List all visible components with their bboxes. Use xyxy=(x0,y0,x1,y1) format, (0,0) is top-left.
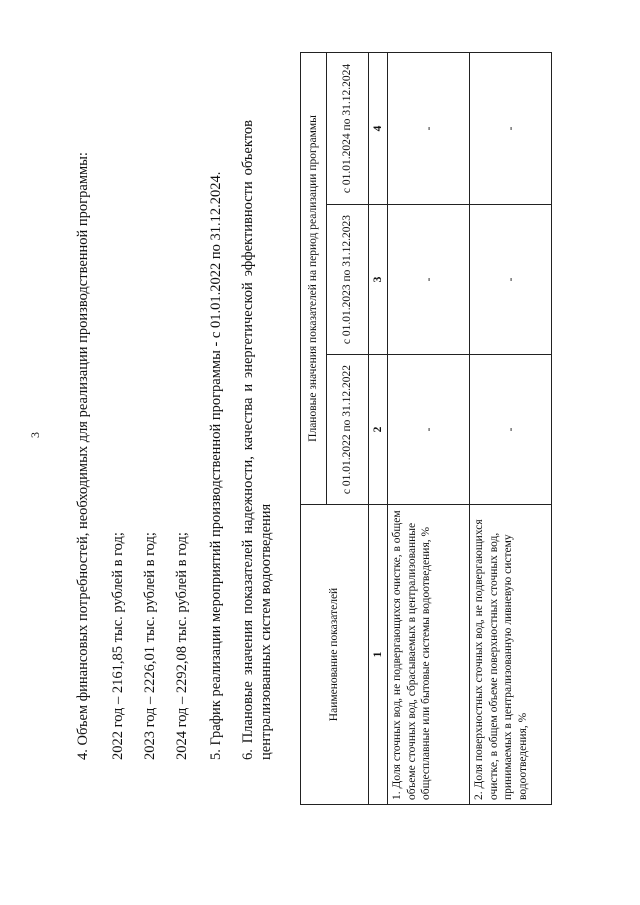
column-number: 4 xyxy=(369,52,388,204)
column-number: 2 xyxy=(369,355,388,505)
header-period-2022: с 01.01.2022 по 31.12.2022 xyxy=(327,355,369,505)
financial-needs-heading: 4. Объем финансовых потребностей, необходимых для реализации производственной программы: xyxy=(75,152,91,760)
value-cell: - xyxy=(470,52,552,204)
section6-word: качества xyxy=(240,397,256,451)
section6-heading-line2: централизованных систем водоотведения xyxy=(258,503,274,760)
section6-word: показателей xyxy=(240,539,256,614)
section6-word: энергетической xyxy=(240,282,256,378)
section6-word: надежности, xyxy=(240,456,256,534)
indicator-name-cell: 1. Доля сточных вод, не подвергающихся очистке, в общем объеме сточных вод, сбрасываемых в централизованные общесплавные или бытовые системы водоотведения, % xyxy=(388,505,470,805)
column-number: 1 xyxy=(369,505,388,805)
header-period-2024: с 01.01.2024 по 31.12.2024 xyxy=(327,52,369,204)
value-cell: - xyxy=(388,355,470,505)
section6-word: эффективности xyxy=(240,181,256,277)
value-cell: - xyxy=(388,205,470,355)
header-period-2023: с 01.01.2023 по 31.12.2023 xyxy=(327,205,369,355)
year-2023-line: 2023 год – 2226,01 тыс. рублей в год; xyxy=(142,532,158,760)
section6-word: 6. xyxy=(240,749,256,760)
page-number: 3 xyxy=(28,432,42,438)
column-number: 3 xyxy=(369,205,388,355)
year-2024-line: 2024 год – 2292,08 тыс. рублей в год; xyxy=(174,532,190,760)
section6-word: Плановые xyxy=(240,681,256,744)
schedule-line: 5. График реализации мероприятий производственной программы - с 01.01.2022 по 31.12.2024. xyxy=(208,171,224,760)
indicators-table xyxy=(300,52,552,805)
value-cell: - xyxy=(388,52,470,204)
value-cell: - xyxy=(470,205,552,355)
table-row xyxy=(470,52,552,804)
table-row xyxy=(388,52,470,804)
section6-word: объектов xyxy=(240,120,256,176)
section6-word: и xyxy=(240,383,256,392)
section6-heading xyxy=(240,120,257,760)
header-indicator-name: Наименование показателей xyxy=(301,505,369,805)
section6-word: значения xyxy=(240,619,256,676)
value-cell: - xyxy=(470,355,552,505)
header-planned-values: Плановые значения показателей на период реализации программы xyxy=(301,52,327,504)
year-2022-line: 2022 год – 2161,85 тыс. рублей в год; xyxy=(110,532,126,760)
indicator-name-cell: 2. Доля поверхностных сточных вод, не подвергающихся очистке, в общем объеме поверхностных сточных вод, принимаемых в централизованную ливневую систему водоотведения, % xyxy=(470,505,552,805)
